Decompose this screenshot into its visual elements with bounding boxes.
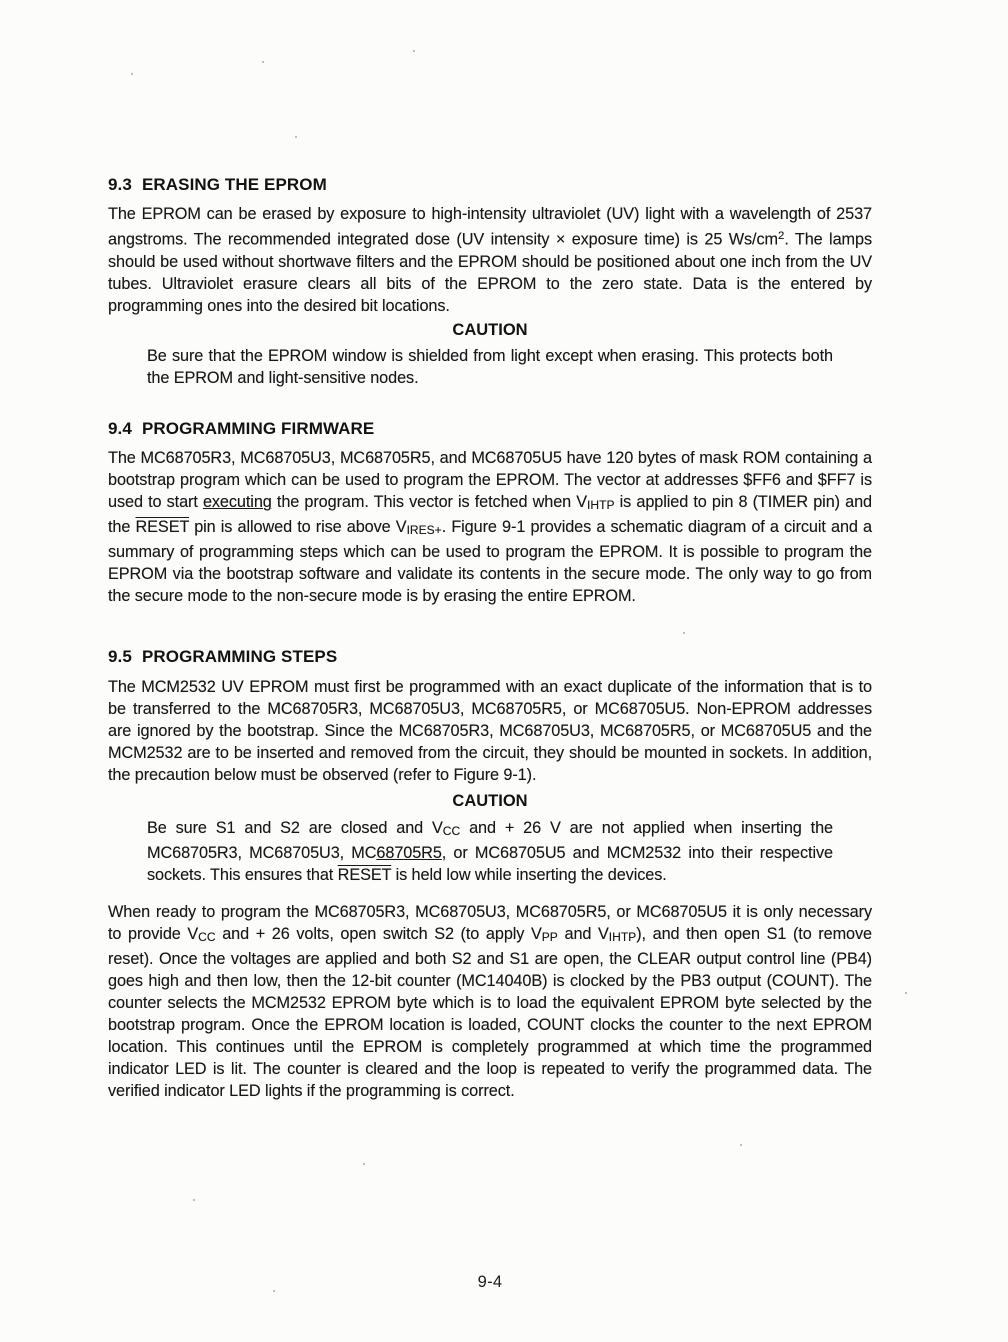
section-number: 9.4 <box>108 419 132 438</box>
section-title: ERASING THE EPROM <box>141 175 327 194</box>
paragraph-programming-steps: The MCM2532 UV EPROM must first be programmed with an exact duplicate of the information that is to be transferred to the MC68705R3, MC68705U3, MC68705R5, or MC68705U5. Non-EPROM addresses are ignored by the bootstrap. Since the MC68705R3, MC68705U3, MC68705R5, or MC68705U5 and the MCM2532 are to be inserted and removed from the circuit, they should be mounted in sockets. In addition, the precaution below must be observed (refer to Figure 9-1). <box>108 678 872 784</box>
caution-heading-2: CAUTION <box>452 792 528 810</box>
section-title: PROGRAMMING STEPS <box>141 647 338 666</box>
paragraph-programming-firmware: The MC68705R3, MC68705U3, MC68705R5, and MC68705U5 have 120 bytes of mask ROM containing a bootstrap program which can be used to program the EPROM. The vector at addresses $FF6 and $FF7 is used to start executing the program. This vector is fetched when VIHTP is applied to pin 8 (TIMER pin) and the RESET pin is allowed to rise above VIRES+. Figure 9-1 provides a schematic diagram of a circuit and a summary of programming steps which can be used to program the EPROM. It is possible to program the EPROM via the bootstrap software and validate its contents in the secure mode. The only way to go from the secure mode to the non-secure mode is by erasing the entire EPROM. <box>108 449 872 606</box>
document-content <box>108 0 872 1342</box>
caution-paragraph-2: Be sure S1 and S2 are closed and VCC and + 26 V are not applied when inserting the MC68705R3, MC68705U3, MC68705R5, or MC68705U5 and MCM2532 into their respective sockets. This ensures that RESET is held low while inserting the devices. <box>147 819 833 885</box>
section-title: PROGRAMMING FIRMWARE <box>141 419 375 438</box>
section-heading-programming-steps <box>108 647 872 667</box>
section-number: 9.3 <box>108 175 132 194</box>
page-number: 9-4 <box>477 1273 503 1291</box>
paragraph-programming-procedure: When ready to program the MC68705R3, MC68705U3, MC68705R5, or MC68705U5 it is only necessary to provide VCC and + 26 volts, open switch S2 (to apply VPP and VIHTP), and then open S1 (to remove reset). Once the voltages are applied and both S2 and S1 are open, the CLEAR output control line (PB4) goes high and then low, then the 12-bit counter (MC14040B) is clocked by the PB3 output (COUNT). The counter selects the MCM2532 EPROM byte which is to load the equivalent EPROM byte selected by the bootstrap program. Once the EPROM location is loaded, COUNT clocks the counter to the next EPROM location. This continues until the EPROM is completely programmed at which time the programmed indicator LED is lit. The counter is cleared and the loop is repeated to verify the programmed data. The verified indicator LED lights if the programming is correct. <box>108 903 872 1101</box>
caution-paragraph-1: Be sure that the EPROM window is shielded from light except when erasing. This protects both the EPROM and light-sensitive nodes. <box>147 347 833 387</box>
caution-heading-1: CAUTION <box>452 321 528 339</box>
section-heading-programming-firmware <box>108 419 872 439</box>
paragraph-erasing-eprom: The EPROM can be erased by exposure to high-intensity ultraviolet (UV) light with a wavelength of 2537 angstroms. The recommended integrated dose (UV intensity × exposure time) is 25 $Ws/cm^2$. The lamps should be used without shortwave filters and the EPROM should be positioned about one inch from the UV tubes. Ultraviolet erasure clears all bits of the EPROM to the zero state. Data is the entered by programming ones into the desired bit locations. <box>108 205 872 315</box>
scan-speck <box>905 992 907 994</box>
section-heading-erasing-the-eprom <box>108 175 872 195</box>
section-number: 9.5 <box>108 647 132 666</box>
